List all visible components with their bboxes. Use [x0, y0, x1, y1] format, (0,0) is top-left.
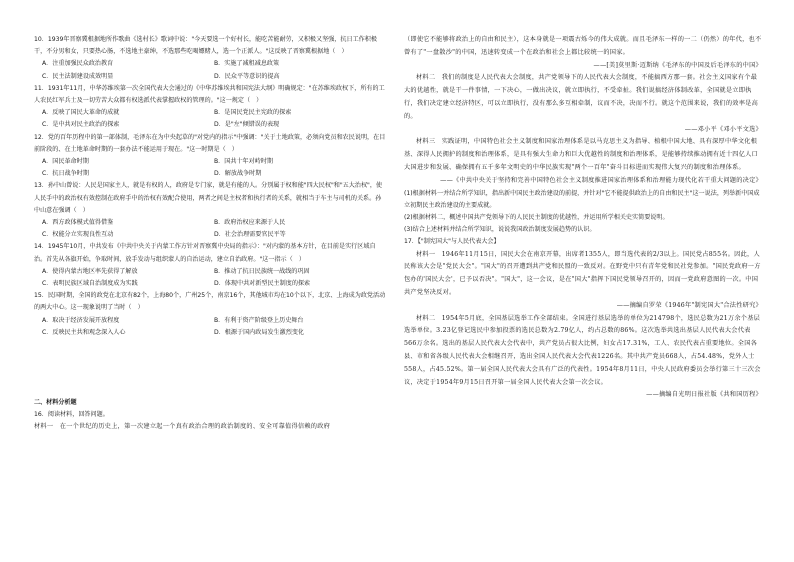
sub-question-1: (1)根据材料一并结合所学知识，指出新中国民主政治建设的前提，并针对"它不能提供政治上的自由和民主"这一说法，列举新中国成立初期民主政治建设的主要成就。 — [404, 189, 760, 209]
option-b: B．是国民党民主宪政的探索 — [214, 109, 292, 117]
blank-space — [34, 339, 386, 385]
left-column — [34, 34, 386, 434]
option-d: D．体现中共对新型民主制度的探索 — [214, 280, 311, 288]
question-stem: 11．1931年11月，中华苏维埃第一次全国代表大会通过的《中华苏维埃共和国宪法大纲》明确规定："在苏维埃政权下，所有的工人农民红军兵士及一切劳苦大众都有权选派代表掌握政权的管理的。"这一规定（ ） — [34, 84, 385, 105]
option-c: C．抗日战争时期 — [42, 170, 89, 178]
source-citation: ——摘编自罗荣《1946年"制宪国大"合法性研究》 — [616, 301, 762, 309]
option-d: D．是"左"倾错误的表现 — [214, 121, 280, 129]
option-a: A．国民革命时期 — [42, 158, 89, 166]
option-c: C．是中共对民主政治的探索 — [42, 121, 120, 129]
question-options — [34, 217, 386, 241]
source-citation: ——《中共中央关于坚持和完善中国特色社会主义制度推进国家治理体系和治理能力现代化若干重大问题的决定》 — [440, 176, 762, 184]
question-options — [34, 266, 386, 290]
question-11 — [34, 83, 386, 132]
option-c: C．表明民族区域自治制度成为实践 — [42, 280, 138, 288]
question-stem: 12．党的百年历程中的第一部体制，毛泽东在为中央起草的"对党内的指示"中强调："关于土地政策，必须向党员和农民说明，在目前阶段的、在土地革命时期的一套办法不能运用于现在。"这一时期是（ ） — [34, 133, 386, 153]
question-stem: 10．1939年晋察冀根据地所作歌曲《选村长》歌词中说："今天要选一个好村长，能吃苦能耐劳，又积极又坚强，抗日工作积极干，不分男和女，只要热心肠，不选地主豪绅，不选那些吃喝嫖赌人，选一个正派人。"这反映了晋察冀根据地（ ） — [34, 36, 377, 56]
option-b: B．推动了抗日民族统一战线的巩固 — [214, 267, 310, 275]
question-options — [34, 107, 386, 131]
option-d: D．社会治理需要官民平等 — [214, 231, 286, 239]
q17-material-two: 材料二 1954年5月底，全国基层选举工作全部结束。全国进行基层选举的单位为214798个，选民总数为21万余个基层选举单位。3.23亿登记选民中参加投票的选民总数为2.79亿人，约占总数的86%。这次选举共选出基层人民代表大会代表566万余名。选出的基层人民代表大会代表中，共产党员占很大比例，妇女占17.31%，工人、农民代表占重要地位。全国各县、市和省各级人民代表大会相继召开，选出全国人民代表大会代表1226名。其中共产党员668人，占54.48%，党外人士558人，占45.52%。第一届全国人民代表大会具有广泛的代表性。1954年8月11日，中央人民政府委员会举行第三十三次会议，决定于1954年9月15日召开第一届全国人民代表大会第一次会议。 — [404, 314, 761, 386]
source-citation: ——摘编自光明日报社版《共和国历程》 — [646, 391, 762, 399]
right-column — [404, 34, 762, 402]
q16-material-one: 材料一 在一个世纪的历史上，第一次建立起一个真有政治合理的政治制度的、安全可靠值得信赖的政府 — [34, 423, 331, 431]
option-b: B．实施了减租减息政策 — [214, 60, 280, 68]
option-d: D．根源于国内政局发生激烈变化 — [214, 328, 305, 336]
question-stem: 14．1945年10月，中共发布《中共中央关于内蒙工作方针对晋察冀中央局的指示》："对内蒙的基本方针，在目前是实行区域自治。首先从各旗开始，争取时间，放手发动与组织蒙人的自治运动，建立自治政府。"这一指示（ ） — [34, 243, 376, 263]
question-options — [34, 156, 386, 180]
question-stem: 15．民国时期，全国的政党在北京有82个，上海80个，广州25个，南京16个，其他城市均在10个以下，北京、上海成为政党活动的两大中心。这一现象说明了当时（ ） — [34, 292, 386, 312]
sub-question-3: (3)结合上述材料并结合所学知识，说说我国政治制度发展趋势的认识。 — [404, 226, 596, 234]
option-c: C．民主法制建设成效明显 — [42, 72, 114, 80]
question-14 — [34, 241, 386, 290]
q16-material-three: 材料三 实践证明，中国特色社会主义制度和国家治理体系是以马克思主义为指导、植根中国大地、具有深厚中华文化根基、深得人民拥护的制度和治理体系，是具有强大生命力和巨大优越性的制度和治理体系，是能够持续推动拥有近十四亿人口大国进步和发展、确保拥有五千多年文明史的中华民族实现"两个一百年"奋斗目标进而实现伟大复兴的制度和治理体系。 — [404, 138, 759, 171]
sub-question-2: (2)根据材料二，概述中国共产党领导下的人民民主制度的优越性，并运用所学相关史实简要说明。 — [404, 213, 669, 221]
question-options — [34, 315, 386, 339]
option-b: B．有利于资产阶级登上历史舞台 — [214, 316, 304, 324]
question-12 — [34, 132, 386, 181]
q16-material-one-continued: （即使它不能够将政治上的自由和民主），这本身就是一项震古烁今的伟大成就。而且毛泽东一样的一二（仍然）的年代，也不曾有了"一盘散沙"的中国，迅速转变成一个在政治和社会上都比较统一的国家。 — [404, 36, 762, 56]
q17-material-one: 材料一 1946年11月15日，国民大会在南京开幕，出席者1355人，即当选代表的2/3以上。国民党占855名。因此，人民称该大会是"党民大会"。"国大"的召开遭到共产党和民盟的一致反对。在野党中只有青年党和民社党参加。"国民党政府一方包办的'国民大会'，已予以否决"。"国大"，这一会议，是在"国大"指挥下国民党领导召开的，因而一党政府意图的一次。中国共产党坚决反对。 — [404, 250, 761, 296]
source-citation: ——[美]莫里斯·迈斯纳《毛泽东的中国及后毛泽东的中国》 — [593, 61, 762, 69]
question-10 — [34, 34, 386, 83]
question-16-intro: 16．阅读材料，回答问题。 — [34, 411, 109, 419]
option-a: A．反映了国民大革命的成就 — [42, 109, 120, 117]
question-13 — [34, 180, 386, 241]
option-a: A．西方政体模式值得借鉴 — [42, 219, 114, 227]
option-a: A．使得内蒙古地区率先获得了解放 — [42, 267, 138, 275]
option-c: C．反映民主共和观念深入人心 — [42, 328, 126, 336]
option-c: C．权能分立实现良性互动 — [42, 231, 114, 239]
section-title: 二、材料分析题 — [34, 399, 77, 407]
option-d: D．民众平等意识的提高 — [214, 72, 280, 80]
q16-material-two: 材料二 我们的制度是人民代表大会制度，共产党领导下的人民代表大会制度，不能搞西方那一套。社会主义国家有个最大的优越性，就是干一件事情，一下决心，一做出决议，就立即执行，不受牵扯。我们说搞经济体制改革，全国就是立即执行，我们决定建立经济特区，可以立即执行，没有那么多互相牵制，议而不决，决而不行。就这个范围来说，我们的效率是高的。 — [404, 74, 759, 120]
option-d: D．解放战争时期 — [214, 170, 262, 178]
source-citation: ——邓小平《邓小平文选》 — [684, 125, 762, 133]
question-stem: 13．孙中山曾说：人民是国家主人，就是有权的人，政府是专门家，就是有能的人。分别属于权和能"四大民权"和"五大治权"，使人民手中的政治权有效控制在政府手中的治权有效配合使用，两者之间是主权者和执行者的关系，就相当于车主与司机的关系。孙中山意在强调（ ） — [34, 182, 383, 214]
option-b: B．政府治权应来源于人民 — [214, 219, 286, 227]
question-options — [34, 58, 386, 82]
option-b: B．国共十年对峙时期 — [214, 158, 274, 166]
question-17-title: 17．【"制宪国大"与人民代表大会】 — [404, 238, 500, 246]
question-15 — [34, 290, 386, 339]
option-a: A．注重加强民众政治教育 — [42, 60, 114, 68]
option-a: A．取决于经济发展开放程度 — [42, 316, 120, 324]
